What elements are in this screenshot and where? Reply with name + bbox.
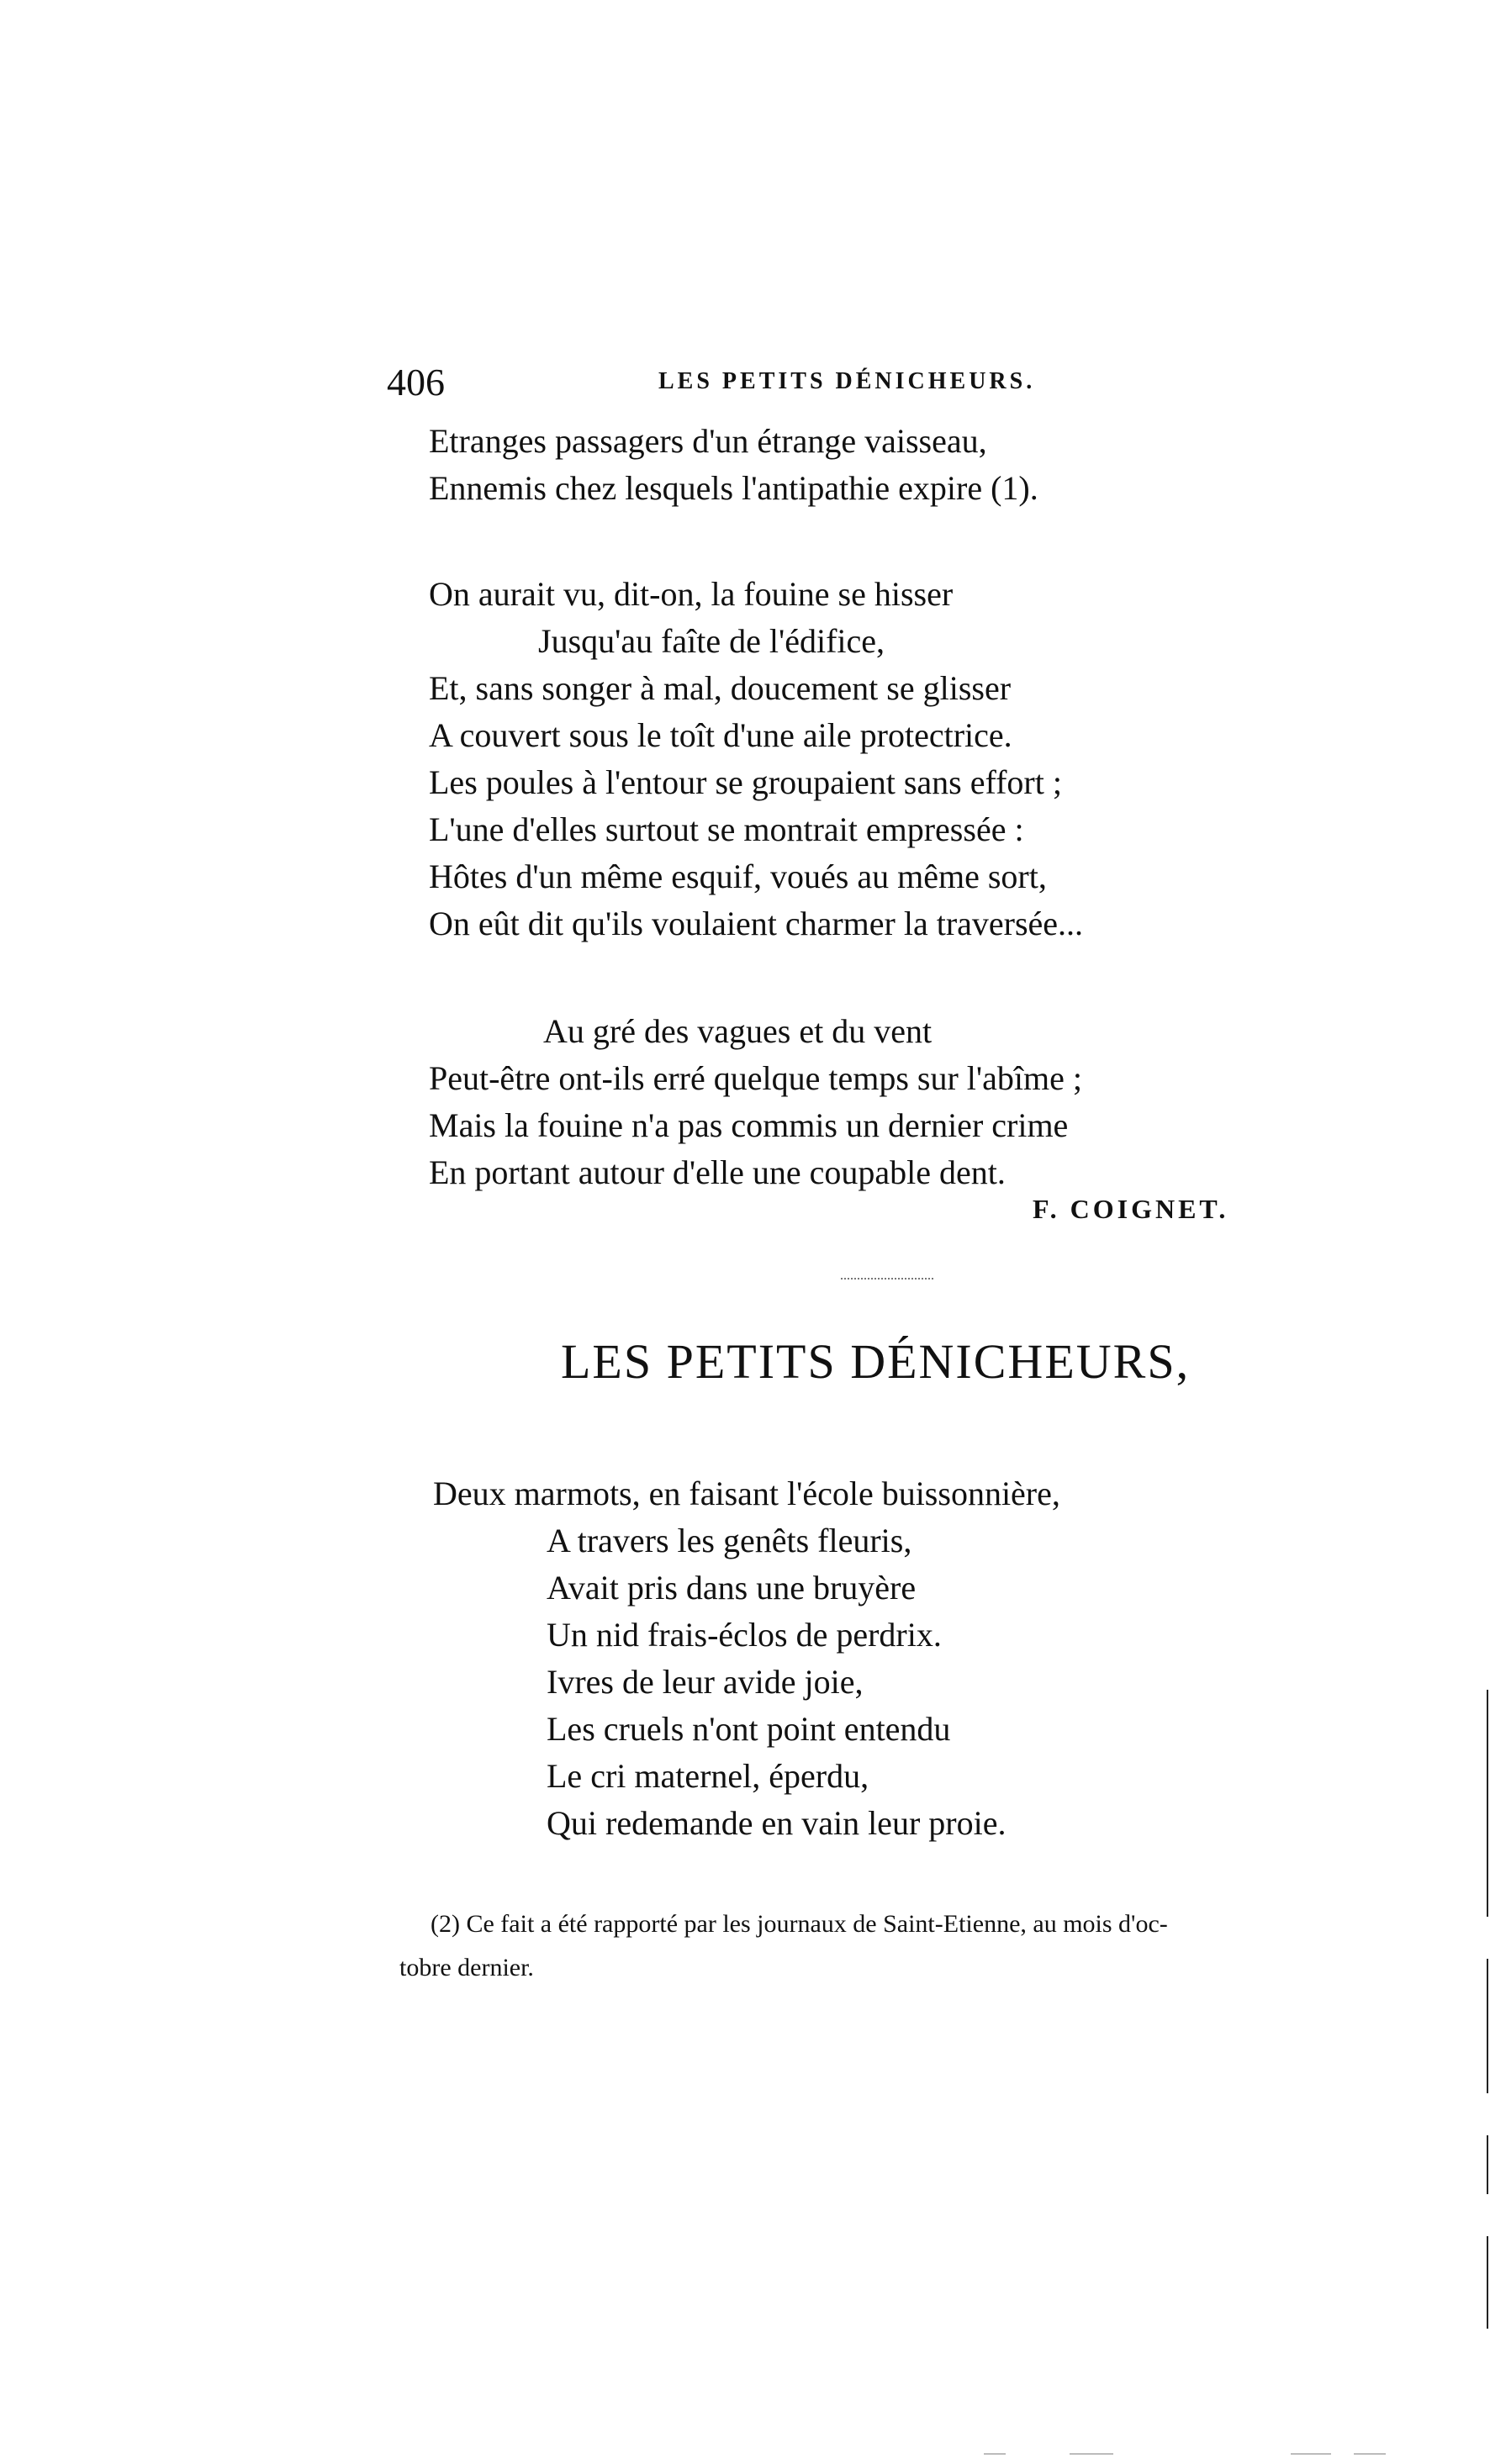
section-divider [841,1278,933,1279]
verse-line: Les poules à l'entour se groupaient sans effort ; [429,763,1062,801]
scan-artifact [984,2453,1006,2455]
verse-line: Le cri maternel, éperdu, [547,1757,869,1795]
verse-line: Les cruels n'ont point entendu [547,1710,951,1748]
verse-line: On eût dit qu'ils voulaient charmer la traversée... [429,905,1084,942]
poem-title: LES PETITS DÉNICHEURS, [561,1334,1191,1389]
scan-edge-mark [1487,1690,1488,1917]
verse-line: En portant autour d'elle une coupable dent. [429,1153,1006,1191]
verse-line: Un nid frais-éclos de perdrix. [547,1616,942,1654]
verse-line: Ennemis chez lesquels l'antipathie expire (1). [429,469,1038,507]
verse-line: L'une d'elles surtout se montrait empressée : [429,810,1024,848]
verse-line: Hôtes d'un même esquif, voués au même sort, [429,857,1047,895]
verse-line: On aurait vu, dit-on, la fouine se hisser [429,575,954,613]
author-signature: F. COIGNET. [1033,1194,1229,1224]
scan-edge-mark [1487,2135,1488,2194]
verse-line: A couvert sous le toît d'une aile protectrice. [429,716,1012,754]
footnote-line: tobre dernier. [399,1954,534,1981]
verse-line: Avait pris dans une bruyère [547,1569,917,1607]
page-header [387,360,1228,410]
scan-edge-mark [1487,2236,1488,2329]
scan-artifact [1291,2453,1331,2455]
verse-line: Au gré des vagues et du vent [543,1012,933,1050]
verse-line: Qui redemande en vain leur proie. [547,1804,1007,1842]
footnote-line: (2) Ce fait a été rapporté par les journaux de Saint-Etienne, au mois d'oc- [431,1910,1168,1938]
verse-line: Et, sans songer à mal, doucement se glisser [429,669,1012,707]
verse-line: Ivres de leur avide joie, [547,1663,864,1701]
verse-line: Mais la fouine n'a pas commis un dernier crime [429,1106,1069,1144]
verse-line: Deux marmots, en faisant l'école buissonnière, [433,1475,1060,1512]
scan-edge-mark [1487,1959,1488,2093]
verse-line: A travers les genêts fleuris, [547,1522,912,1559]
running-title: LES PETITS DÉNICHEURS. [658,368,1036,394]
verse-line: Peut-être ont-ils erré quelque temps sur l'abîme ; [429,1059,1082,1097]
scan-artifact [1354,2453,1386,2455]
verse-line: Jusqu'au faîte de l'édifice, [538,622,885,660]
scan-artifact [1070,2453,1113,2455]
verse-line: Etranges passagers d'un étrange vaisseau, [429,422,987,460]
page-number: 406 [387,361,445,404]
